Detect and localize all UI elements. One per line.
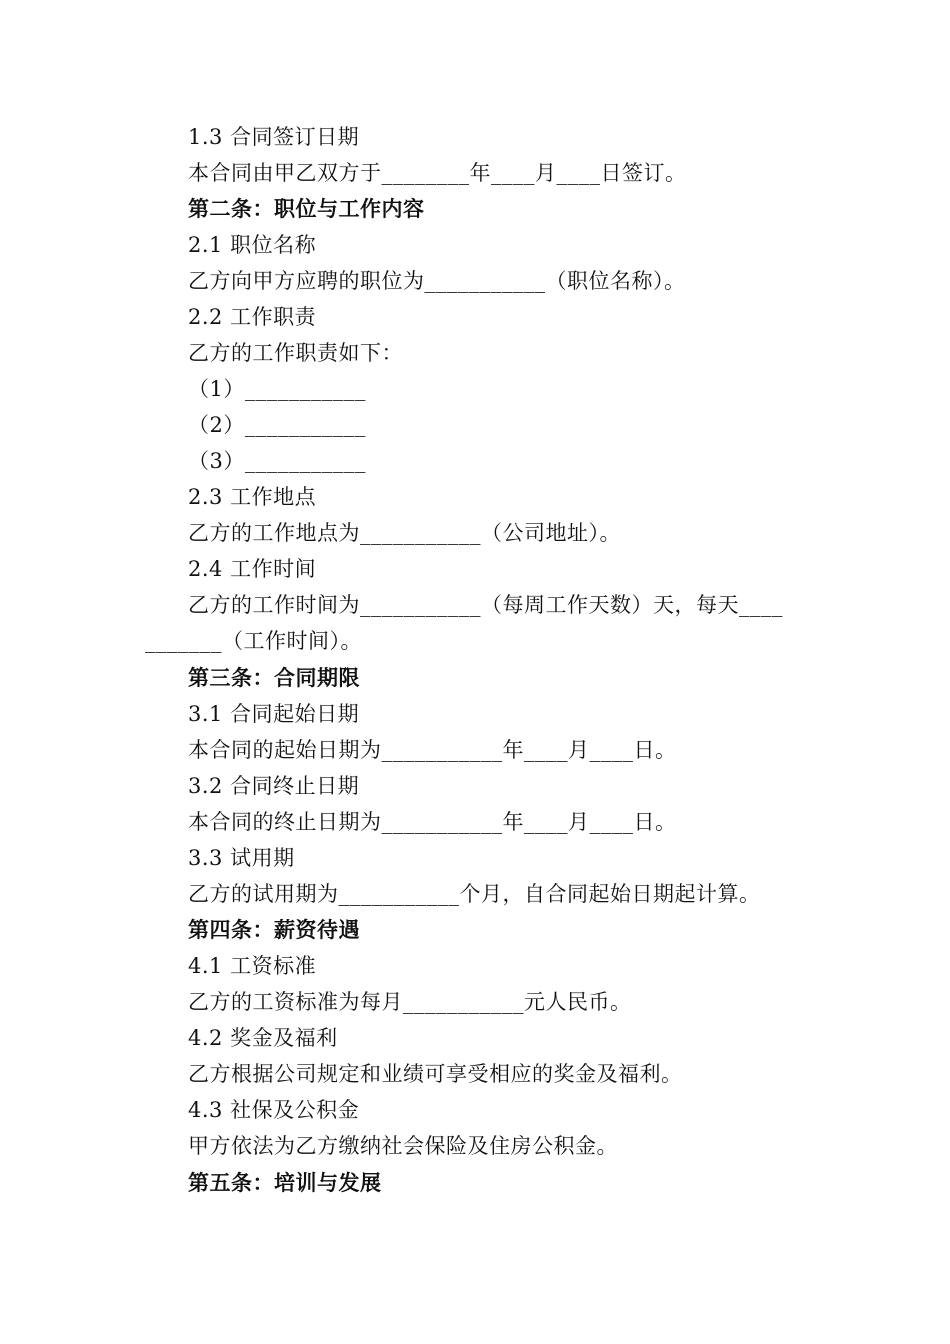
section-4-2-title: 4.2 奖金及福利 xyxy=(188,1026,338,1050)
section-4-1-body: 乙方的工资标准为每月___________元人民币。 xyxy=(188,990,632,1014)
section-3-2-title: 3.2 合同终止日期 xyxy=(188,774,360,798)
section-2-1-body: 乙方向甲方应聘的职位为___________（职位名称）。 xyxy=(188,269,686,293)
section-4-2-body: 乙方根据公司规定和业绩可享受相应的奖金及福利。 xyxy=(188,1062,683,1086)
section-2-4-body: 乙方的工作时间为___________（每周工作天数）天，每天____ xyxy=(188,593,783,617)
article-4-heading: 第四条：薪资待遇 xyxy=(188,918,360,942)
section-4-1-title: 4.1 工资标准 xyxy=(188,954,317,978)
section-3-3-title: 3.3 试用期 xyxy=(188,846,295,870)
section-4-3-title: 4.3 社保及公积金 xyxy=(188,1098,360,1122)
section-2-4-body-continued: _______（工作时间）。 xyxy=(145,629,362,653)
section-1-3-body: 本合同由甲乙双方于________年____月____日签订。 xyxy=(188,161,687,185)
section-1-3-title: 1.3 合同签订日期 xyxy=(188,125,360,149)
section-3-1-body: 本合同的起始日期为___________年____月____日。 xyxy=(188,738,677,762)
article-2-heading: 第二条：职位与工作内容 xyxy=(188,197,425,221)
section-3-1-title: 3.1 合同起始日期 xyxy=(188,702,360,726)
section-2-3-title: 2.3 工作地点 xyxy=(188,485,317,509)
article-3-heading: 第三条：合同期限 xyxy=(188,666,360,690)
section-3-3-body: 乙方的试用期为___________个月，自合同起始日期起计算。 xyxy=(188,882,761,906)
section-2-2-title: 2.2 工作职责 xyxy=(188,305,317,329)
section-2-3-body: 乙方的工作地点为___________（公司地址）。 xyxy=(188,521,621,545)
section-2-1-title: 2.1 职位名称 xyxy=(188,233,317,257)
section-3-2-body: 本合同的终止日期为___________年____月____日。 xyxy=(188,810,677,834)
duty-item-1: （1）___________ xyxy=(188,377,366,401)
duty-item-2: （2）___________ xyxy=(188,413,366,437)
section-2-2-body: 乙方的工作职责如下： xyxy=(188,341,403,365)
section-2-4-title: 2.4 工作时间 xyxy=(188,557,317,581)
duty-item-3: （3）___________ xyxy=(188,449,366,473)
section-4-3-body: 甲方依法为乙方缴纳社会保险及住房公积金。 xyxy=(188,1134,618,1158)
article-5-heading: 第五条：培训与发展 xyxy=(188,1171,382,1195)
